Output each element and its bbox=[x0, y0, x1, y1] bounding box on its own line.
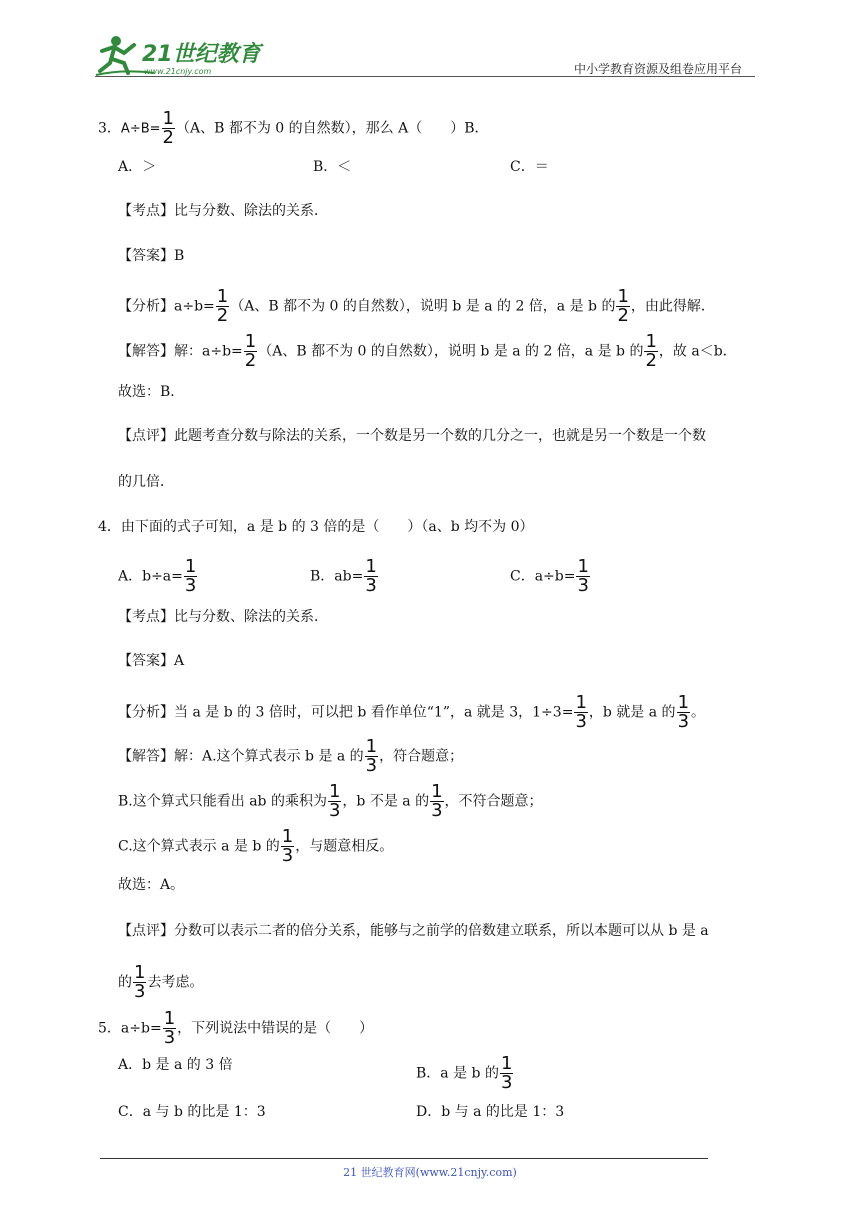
q5-option-c[interactable]: C．a 与 b 的比是 1：3 bbox=[118, 1104, 266, 1120]
footer-divider bbox=[100, 1158, 708, 1159]
q3-jieda: 【解答】解：a÷b= $\frac{1}{2}$ （A、B 都不为 0 的自然数），说明 b 是 a 的 2 倍，a 是 b 的 $\frac{1}{2}$ ，故 a＜b． bbox=[118, 331, 737, 371]
q4-answer: 【答案】A bbox=[118, 653, 185, 669]
q5-stem: 5．a÷b= $\frac{1}{3}$ ，下列说法中错误的是（ ） bbox=[98, 1008, 374, 1048]
q3-option-a[interactable]: A．＞ bbox=[118, 159, 157, 175]
q4-option-c[interactable]: C．a÷b= $\frac{1}{3}$ bbox=[510, 556, 589, 596]
q4-jieda-b: B.这个算式只能看出 ab 的乘积为 $\frac{1}{3}$ ，b 不是 a 的 $\frac{1}{3}$ ，不符合题意； bbox=[118, 781, 543, 821]
q4-choice: 故选：A。 bbox=[118, 877, 185, 893]
q3-answer: 【答案】B bbox=[118, 248, 185, 264]
q3-fenxi: 【分析】a÷b= $\frac{1}{2}$ （A、B 都不为 0 的自然数），说明 b 是 a 的 2 倍，a 是 b 的 $\frac{1}{2}$ ，由此得解． bbox=[118, 286, 715, 326]
q3-option-c[interactable]: C．＝ bbox=[510, 159, 549, 175]
q4-jieda-c: C.这个算式表示 a 是 b 的 $\frac{1}{3}$ ，与题意相反。 bbox=[118, 826, 394, 866]
q5-option-a[interactable]: A．b 是 a 的 3 倍 bbox=[118, 1057, 233, 1073]
q4-fenxi: 【分析】当 a 是 b 的 3 倍时，可以把 b 看作单位“1”，a 就是 3，1÷3= $\frac{1}{3}$ ，b 就是 a 的 $\frac{1}{3}$ 。 bbox=[118, 692, 706, 732]
q3-dianping-2: 的几倍． bbox=[118, 474, 174, 490]
svg-text:www.21cnjy.com: www.21cnjy.com bbox=[144, 67, 212, 76]
q4-dianping-1: 【点评】分数可以表示二者的倍分关系，能够与之前学的倍数建立联系，所以本题可以从 b 是 a bbox=[118, 923, 709, 939]
q5-option-b[interactable]: B．a 是 b 的 $\frac{1}{3}$ bbox=[416, 1053, 513, 1093]
q4-option-a[interactable]: A．b÷a= $\frac{1}{3}$ bbox=[118, 556, 197, 596]
q4-dianping-2: 的 $\frac{1}{3}$ 去考虑。 bbox=[118, 962, 204, 1002]
q3-fraction: $\frac{1}{2}$ bbox=[162, 108, 174, 148]
q3-option-b[interactable]: B．＜ bbox=[313, 159, 352, 175]
q3-kaodian: 【考点】比与分数、除法的关系． bbox=[118, 203, 328, 219]
q3-choice: 故选：B． bbox=[118, 384, 185, 400]
header-divider bbox=[95, 76, 755, 77]
footer-link[interactable]: 21 世纪教育网(www.21cnjy.com) bbox=[343, 1166, 517, 1179]
q4-kaodian: 【考点】比与分数、除法的关系． bbox=[118, 609, 328, 625]
svg-text:21世纪教育: 21世纪教育 bbox=[142, 42, 261, 67]
q4-option-b[interactable]: B．ab= $\frac{1}{3}$ bbox=[310, 556, 377, 596]
logo bbox=[94, 33, 264, 77]
q3-dianping-1: 【点评】此题考查分数与除法的关系，一个数是另一个数的几分之一，也就是另一个数是一个数 bbox=[118, 428, 706, 444]
site-name: 中小学教育资源及组卷应用平台 bbox=[574, 62, 743, 76]
q4-stem: 4．由下面的式子可知，a 是 b 的 3 倍的是（ ）（a、b 均不为 0） bbox=[98, 519, 534, 535]
q5-option-d[interactable]: D．b 与 a 的比是 1：3 bbox=[416, 1104, 565, 1120]
q3-stem: 3．A÷B= $\frac{1}{2}$ （A、B 都不为 0 的自然数），那么 A（ ）B． bbox=[98, 108, 489, 148]
q4-jieda-a: 【解答】解：A.这个算式表示 b 是 a 的 $\frac{1}{3}$ ，符合题意； bbox=[118, 736, 464, 776]
runner-logo-icon bbox=[94, 33, 264, 77]
